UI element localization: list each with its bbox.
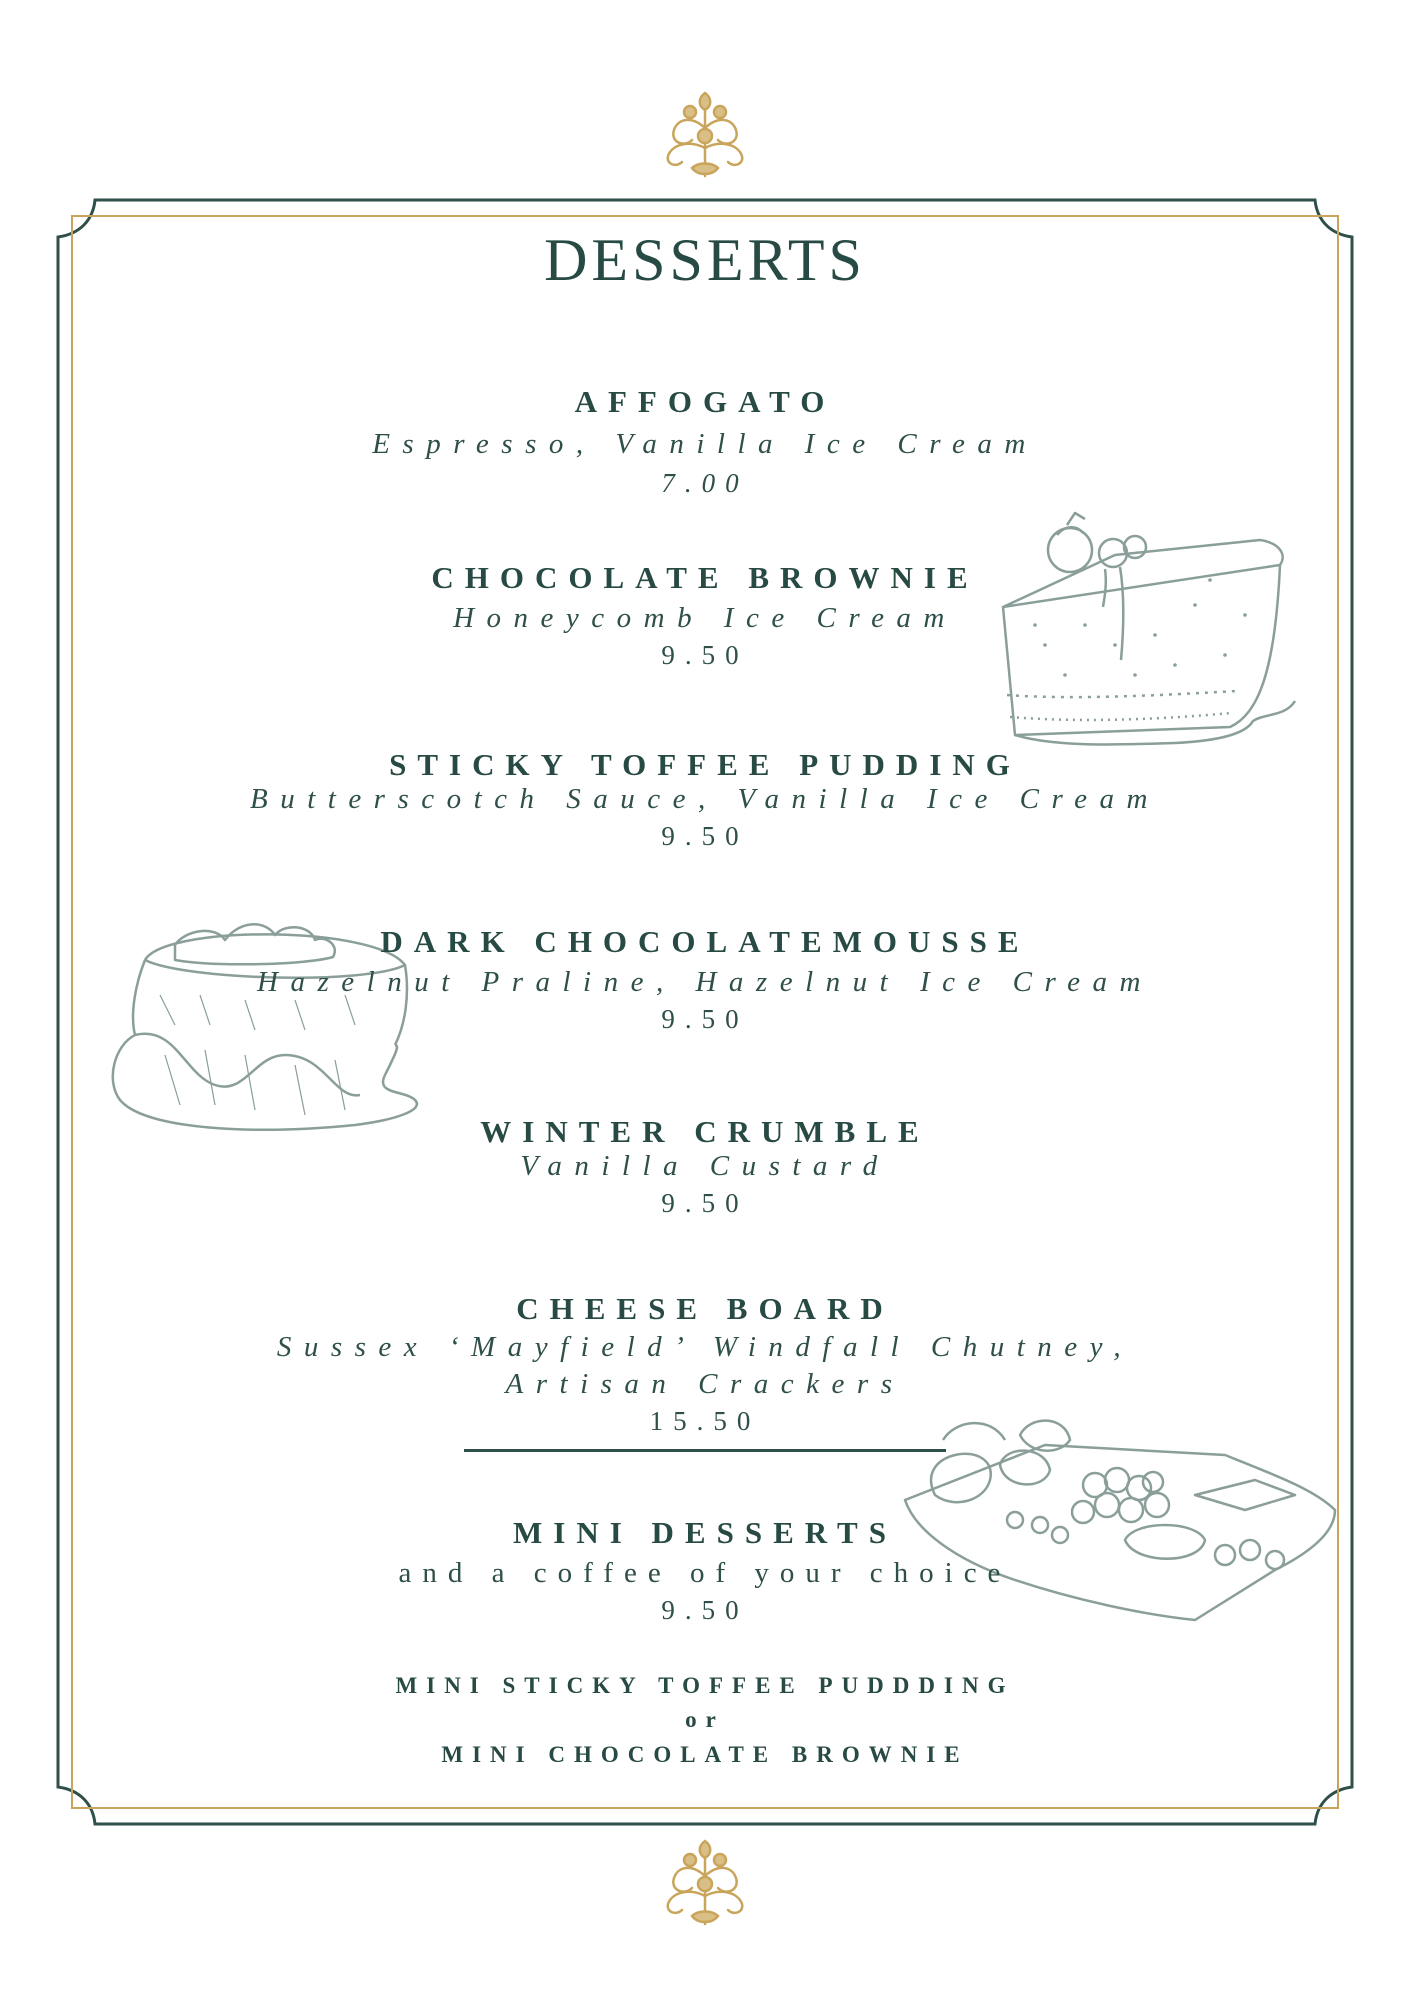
item-description: Butterscotch Sauce, Vanilla Ice Cream [249, 783, 1160, 815]
item-name: CHOCOLATE BROWNIE [431, 560, 979, 595]
mini-option-sticky-toffee: MINI STICKY TOFFEE PUDDDING [395, 1673, 1015, 1698]
item-description: Artisan Crackers [505, 1368, 905, 1400]
mini-option-or: or [685, 1707, 725, 1732]
menu-item-chocolate-brownie [0, 558, 1410, 673]
item-price: 15.50 [649, 1406, 761, 1436]
item-price: 9.50 [661, 1188, 749, 1218]
menu-item-sticky-toffee-pudding [0, 745, 1410, 854]
item-price: 9.50 [661, 1004, 749, 1034]
menu-item-winter-crumble [0, 1112, 1410, 1221]
baroque-ornament-icon [650, 88, 760, 183]
menu-item-affogato [0, 382, 1410, 501]
menu-item-mini-desserts [0, 1513, 1410, 1628]
item-description: Vanilla Custard [520, 1150, 890, 1182]
item-name: STICKY TOFFEE PUDDING [389, 747, 1021, 782]
item-price: 7.00 [661, 468, 749, 498]
item-description: and a coffee of your choice [398, 1557, 1012, 1589]
menu-item-dark-chocolate-mousse [0, 922, 1410, 1037]
item-name: MINI DESSERTS [513, 1515, 897, 1550]
item-name: CHEESE BOARD [516, 1291, 894, 1326]
item-name: WINTER CRUMBLE [480, 1114, 930, 1149]
item-description: Honeycomb Ice Cream [453, 602, 957, 634]
item-description: Sussex ‘Mayfield’ Windfall Chutney, [276, 1331, 1134, 1363]
item-name: DARK CHOCOLATEMOUSSE [380, 924, 1030, 959]
item-name: AFFOGATO [574, 384, 836, 419]
item-description: Espresso, Vanilla Ice Cream [372, 428, 1038, 460]
baroque-ornament-icon [650, 1836, 760, 1931]
mini-option-chocolate-brownie: MINI CHOCOLATE BROWNIE [441, 1742, 969, 1767]
section-divider [464, 1449, 946, 1452]
item-description: Hazelnut Praline, Hazelnut Ice Cream [257, 966, 1153, 998]
item-price: 9.50 [661, 1595, 749, 1625]
item-price: 9.50 [661, 821, 749, 851]
item-price: 9.50 [661, 640, 749, 670]
menu-item-cheese-board [0, 1289, 1410, 1439]
page-title: DESSERTS [544, 227, 866, 293]
